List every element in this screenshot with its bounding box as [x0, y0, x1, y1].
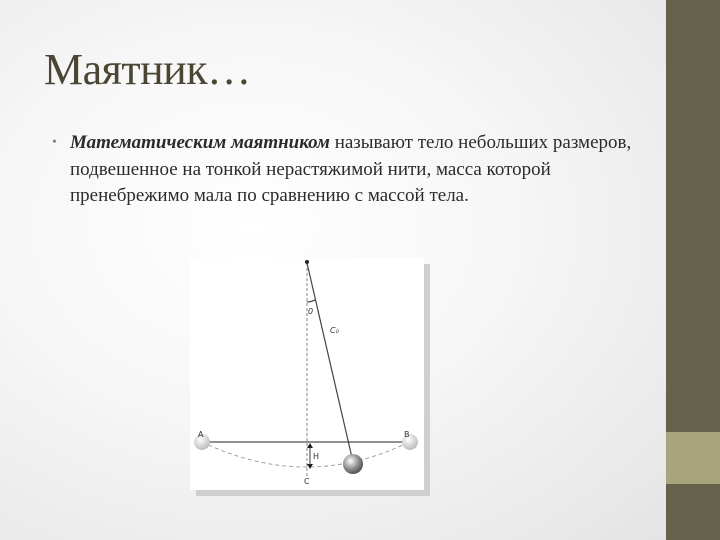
label-b: B [404, 430, 410, 439]
label-string: C₀ [330, 326, 339, 335]
definition-term: Математическим маятником [70, 132, 330, 153]
definition-paragraph [70, 130, 642, 210]
sidebar-bottom-band [666, 484, 720, 540]
label-c: C [304, 477, 310, 486]
sidebar-accent-band [666, 432, 720, 484]
label-angle: 0 [308, 307, 314, 316]
swing-trajectory [202, 442, 409, 467]
pendulum-figure [190, 258, 424, 490]
pendulum-bob [343, 454, 363, 474]
definition-block [52, 130, 642, 210]
label-a: A [198, 430, 204, 439]
sidebar-top-band [666, 0, 720, 432]
pendulum-string [307, 263, 353, 462]
angle-arc [307, 300, 315, 302]
definition-text: называют тело небольших размеров, подвешенное на тонкой нерастяжимой нити, масса которой пренебрежимо мала по сравнению с массой тела. [70, 132, 632, 206]
label-h: H [313, 452, 320, 461]
slide-title: Маятник… [44, 45, 251, 94]
pendulum-diagram [190, 258, 424, 490]
bullet-icon: • [52, 135, 57, 150]
